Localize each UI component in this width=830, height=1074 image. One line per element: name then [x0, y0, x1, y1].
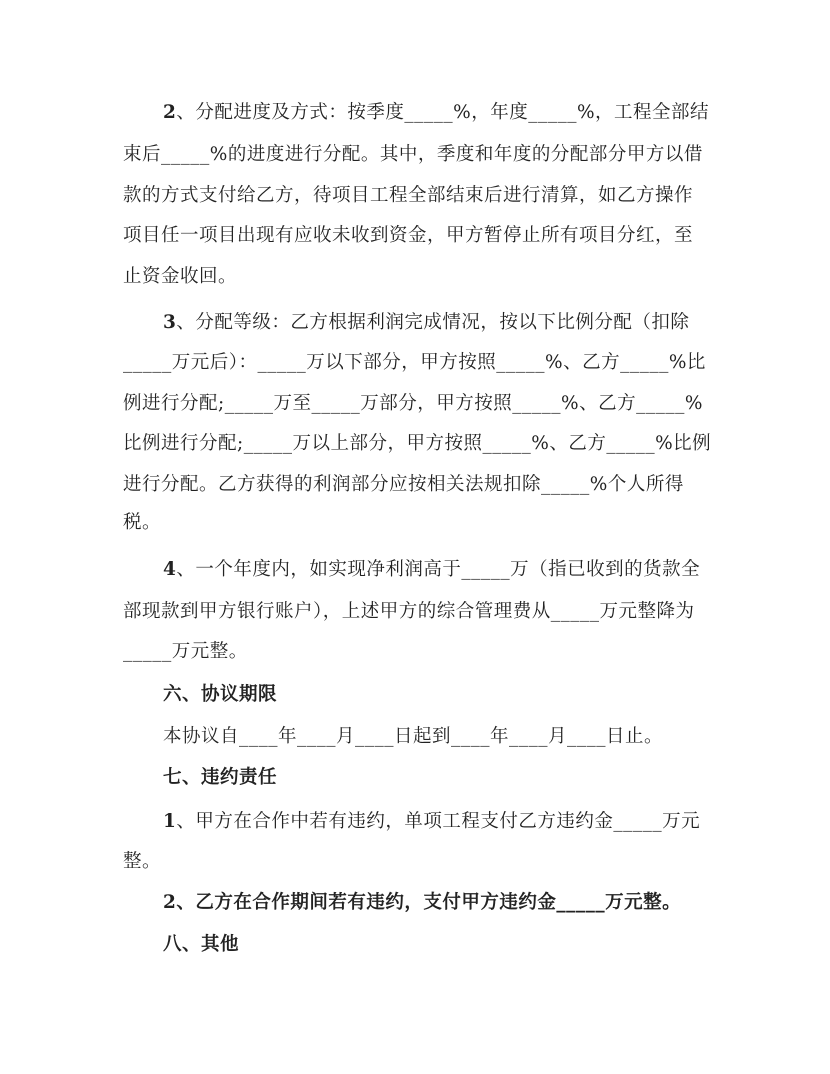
item-number: 2 — [163, 102, 177, 123]
paragraph-3-line-1: 3、分配等级：乙方根据利润完成情况，按以下比例分配（扣除 — [163, 312, 690, 333]
section-7-item-2: 2、乙方在合作期间若有违约，支付甲方违约金_____万元整。 — [163, 892, 682, 913]
paragraph-4-line-2: 部现款到甲方银行账户），上述甲方的综合管理费从_____万元整降为 — [123, 601, 695, 622]
paragraph-3-line-3: 例进行分配;_____万至_____万部分，甲方按照_____%、乙方_____% — [123, 393, 703, 414]
paragraph-4-line-3: _____万元整。 — [123, 641, 248, 662]
item-number: 3 — [163, 312, 177, 333]
paragraph-2-line-2: 束后_____%的进度进行分配。其中，季度和年度的分配部分甲方以借 — [123, 144, 703, 165]
paragraph-2-line-1: 2、分配进度及方式：按季度_____%，年度_____%，工程全部结 — [163, 102, 710, 123]
section-6-heading: 六、协议期限 — [163, 684, 278, 705]
paragraph-3-line-6: 税。 — [123, 512, 162, 533]
section-6-body: 本协议自____年____月____日起到____年____月____日止。 — [163, 726, 664, 747]
paragraph-2-line-3: 款的方式支付给乙方，待项目工程全部结束后进行清算，如乙方操作 — [123, 185, 694, 206]
item-number: 1 — [163, 811, 177, 832]
paragraph-4-line-1: 4、一个年度内，如实现净利润高于_____万（指已收到的货款全 — [163, 559, 701, 580]
paragraph-3-line-2: _____万元后）：_____万以下部分，甲方按照_____%、乙方_____%比 — [123, 352, 706, 373]
item-number: 4 — [163, 559, 177, 580]
paragraph-2-line-4: 项目任一项目出现有应收未收到资金，甲方暂停止所有项目分红，至 — [123, 225, 694, 246]
section-7-item-1-line-2: 整。 — [123, 851, 162, 872]
section-7-heading: 七、违约责任 — [163, 767, 278, 788]
paragraph-3-line-4: 比例进行分配;_____万以上部分，甲方按照_____%、乙方_____%比例 — [123, 433, 712, 454]
paragraph-2-line-5: 止资金收回。 — [123, 266, 238, 287]
section-7-item-1-line-1: 1、甲方在合作中若有违约，单项工程支付乙方违约金_____万元 — [163, 811, 701, 832]
section-8-heading: 八、其他 — [163, 934, 240, 955]
paragraph-3-line-5: 进行分配。乙方获得的利润部分应按相关法规扣除_____%个人所得 — [123, 474, 684, 495]
